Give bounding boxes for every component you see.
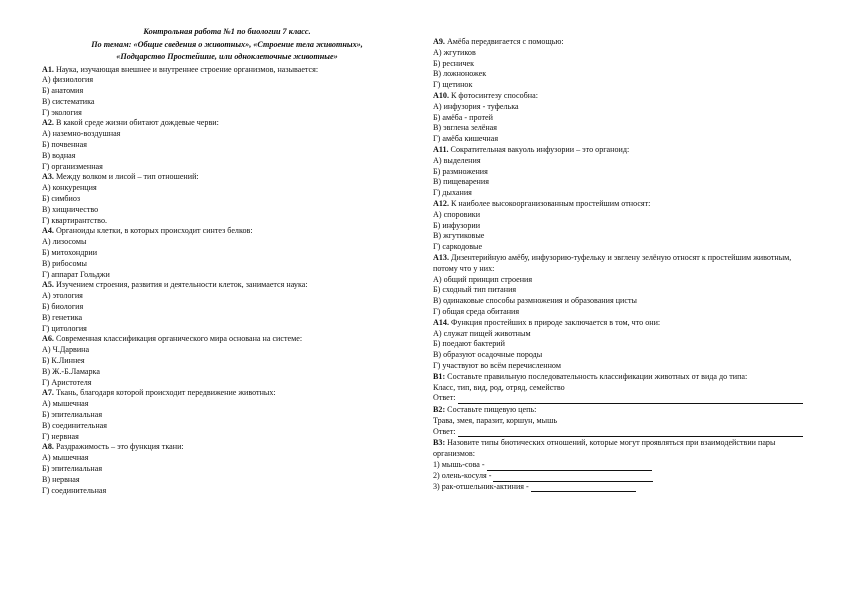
answer-option: В) пищеварения — [433, 177, 489, 187]
right-column — [433, 37, 803, 492]
b2-items: Трава, змея, паразит, коршун, мышь — [433, 415, 558, 425]
question-text: Между волком и лисой – тип отношений: — [55, 172, 199, 182]
question-header — [433, 318, 803, 329]
answer-option: Г) квартирантство. — [42, 215, 108, 225]
title-line-3: «Подцарство Простейшие, или одноклеточные животные» — [116, 52, 338, 61]
answer-option: Б) симбиоз — [42, 194, 81, 204]
b3-pair-label: 2) олень-косуля - — [433, 470, 492, 480]
answer-option: Б) инфузории — [433, 220, 481, 230]
answer-option: А) мышечная — [42, 399, 89, 409]
question-header — [433, 253, 803, 275]
answer-option: А) служат пищей животным — [433, 328, 531, 338]
answer-option: В) нервная — [42, 474, 80, 484]
question-number: А9. — [433, 37, 445, 46]
answer-option: Б) эпителиальная — [42, 463, 103, 473]
answer-label: Ответ: — [433, 393, 456, 403]
question-text: Сократительная вакуоль инфузории – это органоид: — [450, 144, 630, 154]
question-number: А2. — [42, 118, 54, 128]
answer-option: Г) дыхания — [433, 188, 472, 198]
question-text: Амёба передвигается с помощью: — [446, 37, 564, 46]
question-text: Составьте пищевую цепь: — [447, 405, 537, 415]
question-text: Изучением строения, развития и деятельности клеток, занимается наука: — [55, 280, 308, 290]
question-text: Ткань, благодаря которой происходит передвижение животных: — [55, 388, 276, 398]
question-header — [433, 37, 803, 48]
answer-option: А) жгутиков — [433, 47, 476, 57]
b3-answer-line[interactable] — [531, 484, 636, 492]
question-b2 — [433, 405, 803, 437]
question-text: Наука, изучающая внешнее и внутреннее строение организмов, называется: — [55, 64, 319, 74]
question-block — [433, 318, 803, 372]
answer-option: Б) биология — [42, 302, 84, 312]
answer-option: В) одинаковые способы размножения и образования цисты — [433, 296, 637, 306]
b3-pair-label: 3) рак-отшельник-актиния - — [433, 481, 529, 491]
question-header — [42, 226, 412, 237]
question-header — [42, 118, 412, 129]
question-block — [433, 37, 803, 91]
b3-pair-label: 1) мышь-сова - — [433, 460, 485, 470]
title-line-1: Контрольная работа №1 по биологии 7 класс. — [143, 27, 311, 36]
question-text: К наиболее высокоорганизованным простейшим относят: — [451, 198, 651, 208]
question-block — [42, 172, 412, 226]
question-number: А14. — [433, 317, 449, 327]
answer-option: Г) цитология — [42, 323, 87, 333]
question-text: Современная классификация органического мира основана на системе: — [55, 334, 303, 344]
answer-option: Б) размножения — [433, 166, 488, 176]
question-header — [433, 145, 803, 156]
title-line-2: По темам: «Общие сведения о животных», «Строение тела животных», — [91, 39, 363, 49]
question-header — [42, 442, 412, 453]
question-block — [42, 118, 412, 172]
answer-option: Б) К.Линнея — [42, 356, 85, 366]
question-number: В3: — [433, 438, 446, 448]
answer-option: А) споровики — [433, 209, 481, 219]
question-number: А10. — [433, 90, 449, 100]
answer-option: Б) почвенная — [42, 140, 87, 150]
answer-option: В) ложноножек — [433, 69, 487, 79]
question-number: А13. — [433, 252, 449, 262]
b2-answer-line[interactable] — [458, 429, 803, 437]
question-b1 — [433, 372, 803, 404]
answer-option: В) жгутиковые — [433, 231, 485, 241]
answer-option: Б) амёба - протей — [433, 112, 493, 122]
question-block — [433, 253, 803, 318]
question-block — [42, 334, 412, 388]
question-number: А3. — [42, 172, 54, 182]
answer-option: В) образуют осадочные породы — [433, 350, 543, 360]
question-text: В какой среде жизни обитают дождевые черви: — [55, 118, 219, 128]
b2-answer-row — [433, 427, 803, 438]
answer-option: В) Ж.-Б.Ламарка — [42, 366, 100, 376]
question-block — [42, 65, 412, 119]
answer-option: Б) митохондрии — [42, 248, 98, 258]
answer-option: А) конкуренция — [42, 183, 97, 193]
answer-option: А) выделения — [433, 155, 481, 165]
question-block — [433, 91, 803, 145]
answer-option: В) систематика — [42, 96, 95, 106]
answer-option: А) Ч.Дарвина — [42, 345, 90, 355]
left-column — [42, 26, 412, 496]
answer-option: Г) участвуют во всём перечисленном — [433, 360, 561, 370]
question-header — [42, 280, 412, 291]
question-header — [433, 91, 803, 102]
answer-option: Г) соединительная — [42, 485, 107, 495]
answer-option: В) соединительная — [42, 420, 107, 430]
answer-option: В) эвглена зелёная — [433, 123, 497, 133]
answer-option: Б) эпителиальная — [42, 410, 103, 419]
question-text: К фотосинтезу способна: — [451, 90, 538, 100]
b3-pair-row — [433, 460, 803, 471]
b3-answer-line[interactable] — [493, 474, 653, 482]
answer-option: А) инфузория - туфелька — [433, 101, 519, 111]
answer-option: Б) ресничек — [433, 58, 475, 68]
question-number: В2: — [433, 405, 446, 415]
answer-option: Г) общая среда обитания — [433, 306, 520, 316]
question-text: Раздражимость – это функция ткани: — [55, 442, 184, 452]
answer-option: Г) экология — [42, 107, 82, 117]
question-block — [42, 442, 412, 496]
question-b3 — [433, 438, 803, 492]
page-title — [42, 26, 412, 64]
answer-option: В) генетика — [42, 312, 83, 322]
question-number: А1. — [42, 64, 54, 74]
question-text: Назовите типы биотических отношений, которые могут проявляться при взаимодействии пары организмов: — [433, 438, 776, 459]
question-number: А12. — [433, 198, 449, 208]
answer-option: А) мышечная — [42, 453, 89, 463]
question-number: А7. — [42, 388, 54, 398]
answer-option: А) лизосомы — [42, 237, 87, 247]
question-number: А11. — [433, 144, 449, 154]
question-header — [42, 65, 412, 76]
b1-answer-row — [433, 393, 803, 404]
question-block — [42, 226, 412, 280]
answer-option: А) физиология — [42, 75, 94, 85]
left-questions — [42, 65, 412, 497]
question-header — [42, 334, 412, 345]
b1-items: Класс, тип, вид, род, отряд, семейство — [433, 382, 565, 392]
question-number: А4. — [42, 226, 54, 236]
question-text: Органоиды клетки, в которых происходит синтез белков: — [55, 226, 253, 236]
question-number: В1: — [433, 371, 446, 381]
answer-option: В) рибосомы — [42, 258, 87, 268]
answer-option: Г) аппарат Гольджи — [42, 269, 110, 279]
answer-option: А) наземно-воздушная — [42, 129, 121, 139]
answer-option: Г) амёба кишечная — [433, 134, 499, 144]
answer-option: Г) нервная — [42, 431, 79, 441]
answer-option: Б) поедают бактерий — [433, 339, 505, 349]
b3-pair-row — [433, 482, 803, 493]
question-block — [433, 145, 803, 199]
question-text: Составьте правильную последовательность классификации животных от вида до типа: — [447, 371, 748, 381]
answer-option: Б) сходный тип питания — [433, 285, 517, 295]
question-header — [42, 388, 412, 399]
answer-option: Г) Аристотеля — [42, 377, 92, 387]
answer-option: Г) саркодовые — [433, 242, 483, 252]
question-number: А8. — [42, 442, 54, 452]
question-block — [42, 388, 412, 442]
question-number: А6. — [42, 334, 54, 344]
answer-option: Г) щетинок — [433, 80, 473, 90]
b3-pair-row — [433, 471, 803, 482]
b3-answer-line[interactable] — [487, 463, 652, 471]
question-block — [433, 199, 803, 253]
question-header — [433, 199, 803, 210]
answer-label: Ответ: — [433, 426, 456, 436]
answer-option: Б) анатомия — [42, 86, 84, 96]
question-header — [42, 172, 412, 183]
question-text: Дизентерийную амёбу, инфузорию-туфельку и эвглену зелёную относят к простейшим животным, потому что у них: — [433, 252, 792, 273]
question-block — [42, 280, 412, 334]
answer-option: В) водная — [42, 150, 76, 160]
b1-answer-line[interactable] — [458, 396, 803, 404]
answer-option: Г) организменная — [42, 161, 103, 171]
answer-option: А) этология — [42, 291, 83, 301]
right-questions — [433, 37, 803, 372]
question-text: Функция простейших в природе заключается в том, что они: — [451, 317, 661, 327]
question-number: А5. — [42, 280, 54, 290]
answer-option: В) хищничество — [42, 204, 99, 214]
answer-option: А) общий принцип строения — [433, 274, 533, 284]
